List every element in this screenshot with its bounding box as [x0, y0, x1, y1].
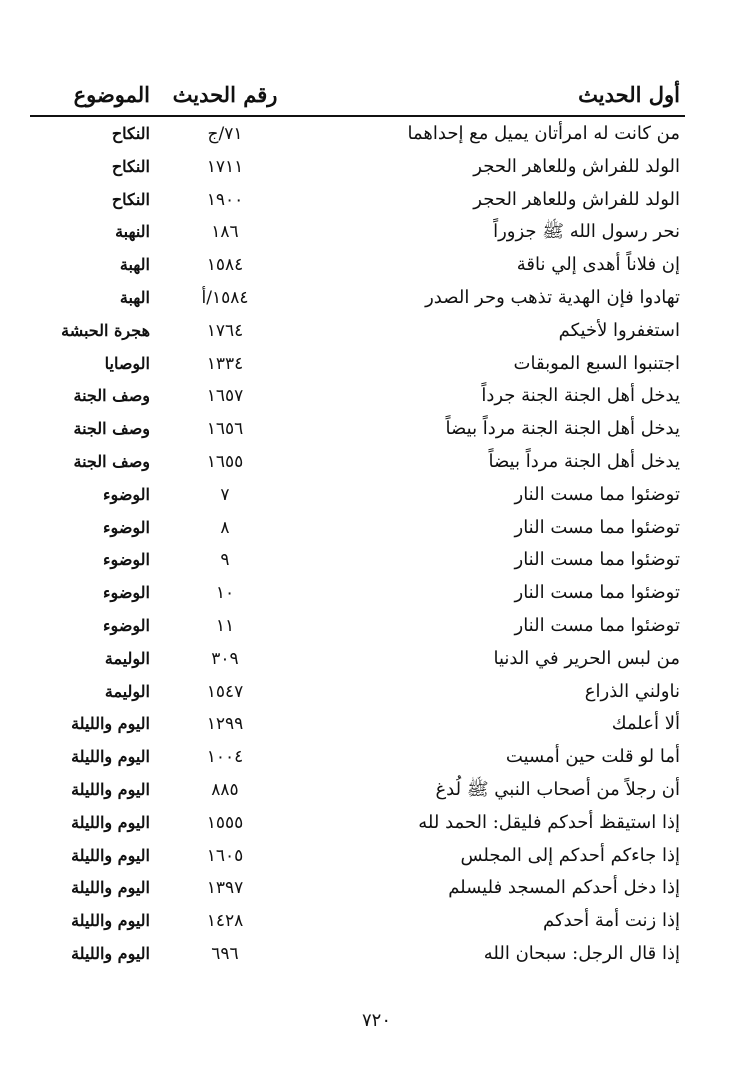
table-row	[30, 577, 680, 610]
header-first-words: أول الحديث	[578, 82, 680, 107]
hadith-number: ١٥٥٥	[206, 812, 244, 833]
table-row	[30, 315, 680, 348]
hadith-first-words: إذا جاءكم أحدكم إلى المجلس	[460, 844, 680, 866]
table-row	[30, 643, 680, 676]
header-hadith-number: رقم الحديث	[172, 82, 278, 107]
table-row	[30, 708, 680, 741]
table-row	[30, 676, 680, 709]
table-row	[30, 544, 680, 577]
hadith-number: ١٩٠٠	[206, 189, 244, 210]
hadith-first-words: إن فلاناً أهدى إلي ناقة	[516, 254, 680, 276]
hadith-first-words: إذا استيقظ أحدكم فليقل: الحمد لله	[418, 811, 680, 833]
hadith-first-words: الولد للفراش وللعاهر الحجر	[473, 155, 680, 177]
hadith-first-words: إذا زنت أمة أحدكم	[543, 910, 680, 932]
hadith-first-words: اجتنبوا السبع الموبقات	[513, 352, 680, 374]
table-row	[30, 348, 680, 381]
hadith-number: ١٣٩٧	[206, 878, 244, 899]
hadith-number: ١٦٠٥	[206, 845, 244, 866]
hadith-number: ٧١/ج	[207, 124, 243, 144]
hadith-first-words: يدخل أهل الجنة مرداً بيضاً	[488, 450, 680, 472]
hadith-number: ١١	[215, 615, 235, 636]
hadith-number: ٨	[220, 517, 230, 538]
table-row	[30, 282, 680, 315]
header-topic: الموضوع	[73, 82, 150, 107]
table-row	[30, 938, 680, 971]
hadith-topic: الهبة	[119, 255, 150, 275]
hadith-topic: النكاح	[111, 156, 150, 176]
hadith-first-words: من لبس الحرير في الدنيا	[493, 647, 680, 669]
hadith-first-words: أن رجلاً من أصحاب النبي ﷺ لُدغ	[435, 778, 680, 800]
table-row	[30, 872, 680, 905]
hadith-number: ١٢٩٩	[206, 714, 244, 735]
hadith-first-words: ألا أعلمك	[611, 713, 680, 735]
hadith-topic: الهبة	[119, 287, 150, 307]
hadith-topic: الوضوء	[103, 615, 150, 635]
hadith-number: ٩	[220, 550, 230, 571]
hadith-first-words: إذا قال الرجل: سبحان الله	[483, 942, 680, 964]
hadith-number: ١٥٤٧	[206, 681, 244, 702]
hadith-topic: اليوم والليلة	[71, 714, 150, 734]
hadith-number: ١٠	[215, 583, 235, 604]
hadith-topic: الوضوء	[103, 550, 150, 570]
hadith-topic: اليوم والليلة	[71, 911, 150, 931]
hadith-first-words: الولد للفراش وللعاهر الحجر	[473, 188, 680, 210]
hadith-first-words: إذا دخل أحدكم المسجد فليسلم	[448, 877, 680, 899]
hadith-number: ١٧٦٤	[206, 320, 244, 341]
hadith-first-words: توضئوا مما مست النار	[514, 614, 680, 636]
hadith-first-words: أما لو قلت حين أمسيت	[505, 746, 680, 768]
hadith-number: ١٥٨٤/أ	[201, 287, 249, 308]
hadith-number: ١٦٥٦	[206, 419, 244, 440]
table-row	[30, 413, 680, 446]
hadith-number: ٨٨٥	[211, 779, 239, 800]
table-row	[30, 479, 680, 512]
table-row	[30, 512, 680, 545]
page-number: ٧٢٠	[361, 1010, 391, 1031]
hadith-first-words: توضئوا مما مست النار	[514, 582, 680, 604]
hadith-first-words: تهادوا فإن الهدية تذهب وحر الصدر	[425, 286, 680, 308]
hadith-topic: الوصايا	[104, 353, 150, 373]
table-row	[30, 151, 680, 184]
hadith-topic: اليوم والليلة	[71, 943, 150, 963]
hadith-number: ١٦٥٥	[206, 451, 244, 472]
hadith-first-words: توضئوا مما مست النار	[514, 483, 680, 505]
hadith-first-words: استغفروا لأخيكم	[558, 319, 680, 341]
hadith-first-words: ناولني الذراع	[584, 680, 680, 702]
hadith-topic: الوضوء	[103, 583, 150, 603]
hadith-topic: الوليمة	[104, 681, 150, 701]
hadith-number: ١٣٣٤	[206, 353, 244, 374]
hadith-number: ٣٠٩	[211, 648, 239, 669]
hadith-topic: اليوم والليلة	[71, 747, 150, 767]
hadith-topic: الوضوء	[103, 517, 150, 537]
hadith-topic: النكاح	[111, 124, 150, 143]
hadith-first-words: توضئوا مما مست النار	[514, 549, 680, 571]
hadith-topic: اليوم والليلة	[71, 878, 150, 898]
table-row	[30, 741, 680, 774]
hadith-number: ٧	[220, 484, 230, 505]
table-row	[30, 774, 680, 807]
table-row	[30, 610, 680, 643]
table-row	[30, 184, 680, 217]
hadith-number: ٦٩٦	[211, 943, 239, 964]
hadith-topic: وصف الجنة	[73, 451, 150, 471]
hadith-first-words: نحر رسول الله ﷺ جزوراً	[493, 221, 680, 243]
hadith-topic: الوضوء	[103, 484, 150, 504]
hadith-first-words: يدخل أهل الجنة الجنة مرداً بيضاً	[445, 418, 680, 440]
hadith-topic: وصف الجنة	[73, 419, 150, 439]
hadith-topic: وصف الجنة	[73, 386, 150, 406]
table-row	[30, 807, 680, 840]
hadith-topic: اليوم والليلة	[71, 812, 150, 832]
hadith-topic: اليوم والليلة	[71, 779, 150, 799]
table-row	[30, 249, 680, 282]
table-header	[30, 78, 680, 112]
table-row	[30, 905, 680, 938]
hadith-topic: النكاح	[111, 189, 150, 209]
hadith-topic: هجرة الحبشة	[61, 320, 150, 340]
table-row	[30, 840, 680, 873]
hadith-number: ١٠٠٤	[206, 747, 244, 768]
hadith-topic: اليوم والليلة	[71, 845, 150, 865]
hadith-first-words: من كانت له امرأتان يميل مع إحداهما	[407, 123, 680, 144]
hadith-first-words: توضئوا مما مست النار	[514, 516, 680, 538]
hadith-first-words: يدخل أهل الجنة الجنة جرداً	[481, 385, 680, 407]
index-table-body	[30, 118, 680, 971]
hadith-topic: الوليمة	[104, 648, 150, 668]
hadith-number: ١٨٦	[211, 222, 239, 243]
hadith-topic: النهبة	[115, 222, 150, 242]
table-row	[30, 216, 680, 249]
table-row	[30, 118, 680, 151]
hadith-number: ١٤٢٨	[206, 911, 244, 932]
hadith-number: ١٧١١	[206, 156, 244, 177]
hadith-number: ١٥٨٤	[206, 255, 244, 276]
table-row	[30, 380, 680, 413]
hadith-number: ١٦٥٧	[206, 386, 244, 407]
header-divider	[30, 115, 685, 117]
table-row	[30, 446, 680, 479]
